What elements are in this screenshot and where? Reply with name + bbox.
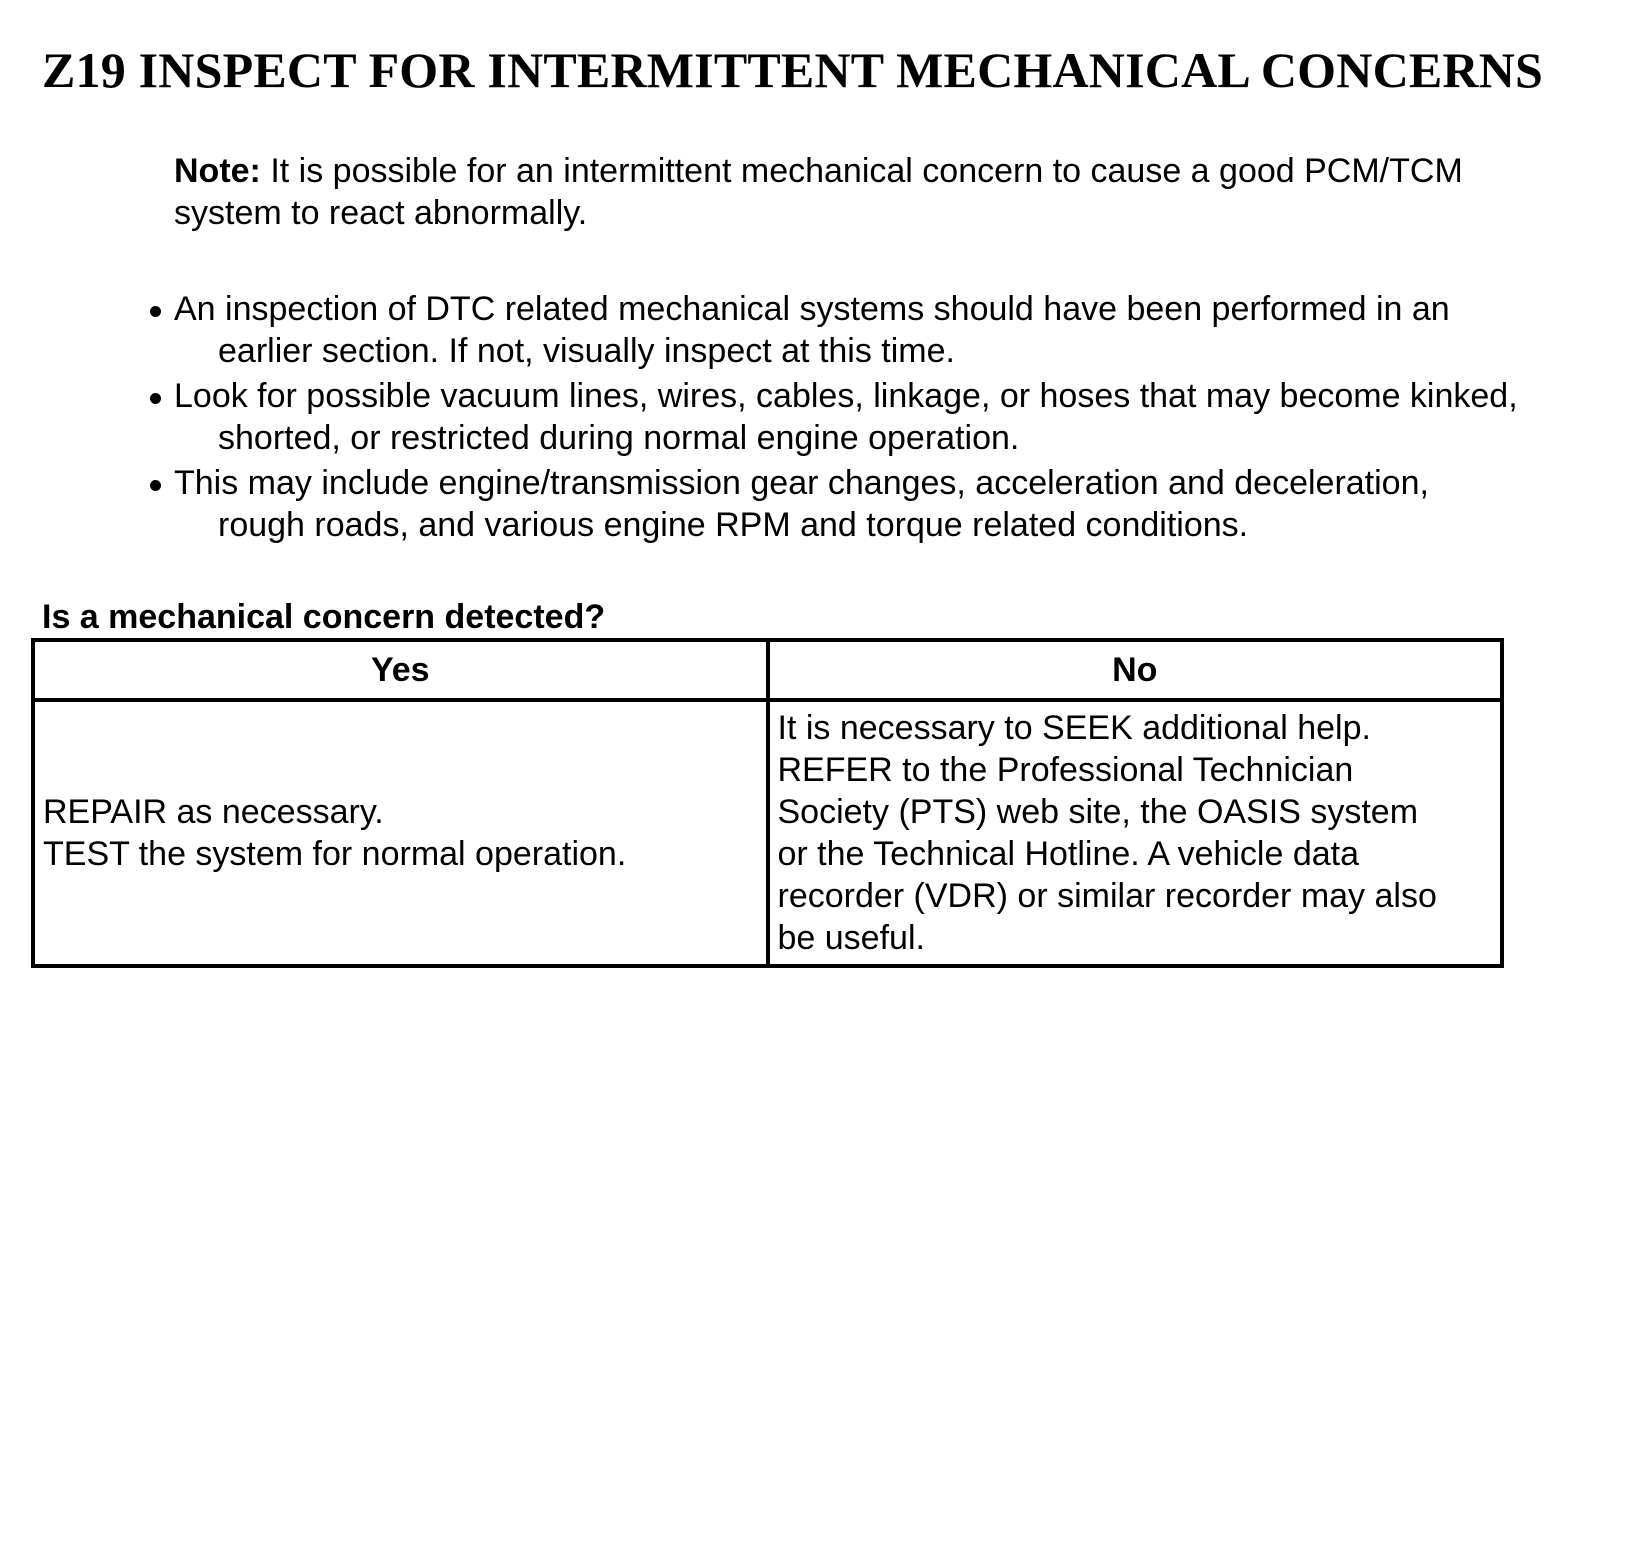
no-action-line: Society (PTS) web site, the OASIS system: [777, 793, 1419, 831]
no-action-cell: [768, 700, 1503, 966]
bullet-item: [150, 462, 1640, 546]
no-action-line: recorder (VDR) or similar recorder may also: [777, 877, 1437, 915]
bullet-text: [174, 375, 1640, 459]
bullet-line: This may include engine/transmission gear changes, acceleration and deceleration,: [174, 464, 1429, 502]
yes-action-line: TEST the system for normal operation.: [43, 835, 627, 873]
bullet-item: [150, 375, 1640, 459]
no-action-line: or the Technical Hotline. A vehicle data: [777, 835, 1360, 873]
note-label: Note:: [174, 152, 261, 190]
inspection-bullet-list: [150, 288, 1640, 549]
decision-question: Is a mechanical concern detected?: [42, 598, 606, 636]
no-action-line: It is necessary to SEEK additional help.: [777, 709, 1371, 747]
bullet-item: [150, 288, 1640, 372]
bullet-line: earlier section. If not, visually inspect at this time.: [218, 332, 955, 370]
column-header-yes: Yes: [33, 640, 768, 700]
bullet-line: Look for possible vacuum lines, wires, cables, linkage, or hoses that may become kinked,: [174, 377, 1518, 415]
bullet-icon: [150, 306, 161, 317]
decision-table: [31, 638, 1504, 968]
no-action-line: REFER to the Professional Technician: [777, 751, 1354, 789]
yes-action-line: REPAIR as necessary.: [43, 793, 384, 831]
bullet-icon: [150, 393, 161, 404]
bullet-icon: [150, 480, 161, 491]
bullet-text: [174, 288, 1640, 372]
note-text: It is possible for an intermittent mechanical concern to cause a good PCM/TCM system to react abnormally.: [174, 152, 1463, 232]
bullet-line: shorted, or restricted during normal engine operation.: [218, 419, 1020, 457]
note-paragraph: [174, 150, 1574, 234]
bullet-text: [174, 462, 1640, 546]
table-header-row: [33, 640, 1502, 700]
page-title: Z19 INSPECT FOR INTERMITTENT MECHANICAL CONCERNS: [42, 42, 1544, 98]
yes-action-cell: [33, 700, 768, 966]
bullet-line: An inspection of DTC related mechanical systems should have been performed in an: [174, 290, 1450, 328]
bullet-line: rough roads, and various engine RPM and torque related conditions.: [218, 506, 1249, 544]
column-header-no: No: [768, 640, 1503, 700]
no-action-line: be useful.: [777, 919, 925, 957]
table-row: [33, 700, 1502, 966]
